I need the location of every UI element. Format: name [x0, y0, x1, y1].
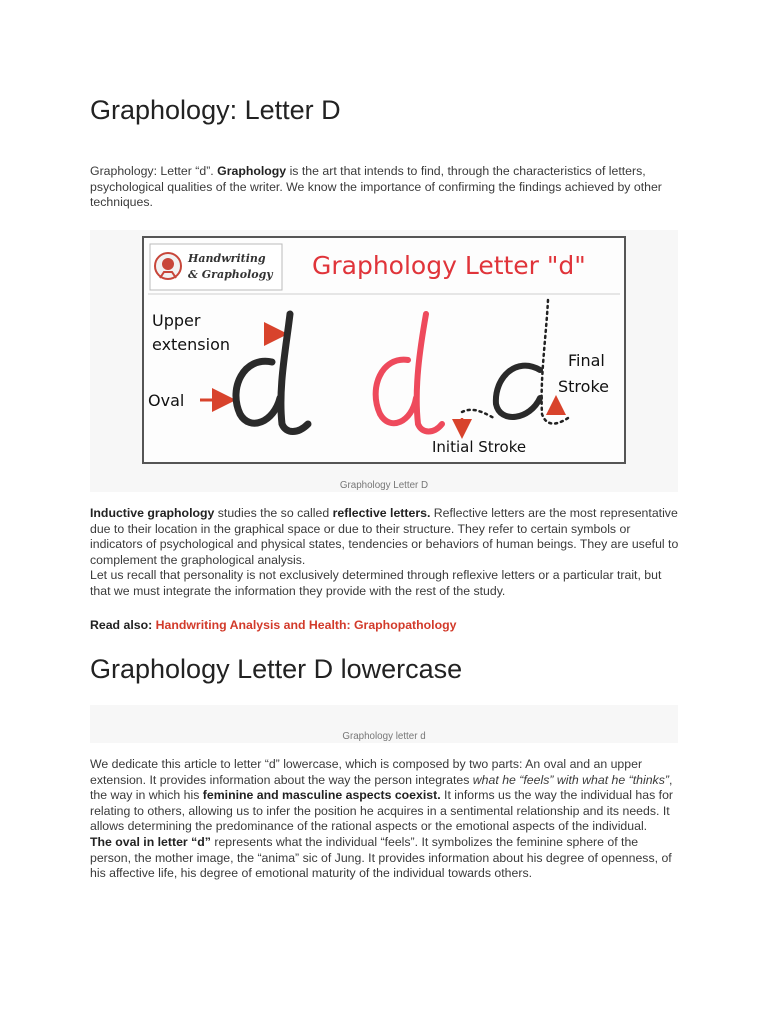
para2-text-3: Let us recall that personality is not exclusively determined through reflexive letters or a particular trait, but that we must integrate the information they provide with the rest of the study.: [90, 568, 662, 598]
intro-bold-graphology: Graphology: [217, 164, 287, 178]
para3-text-1: We dedicate this article to letter “d” lowercase, which is composed by two parts: An oval and an upper extension. It provides information about the way the person integrates: [90, 757, 643, 787]
italic-feels-thinks: what he “feels” with what he “thinks”: [472, 772, 669, 787]
read-also-link[interactable]: Handwriting Analysis and Health: Graphopathology: [155, 618, 457, 632]
intro-paragraph: [90, 164, 680, 211]
label-initial-stroke: Initial Stroke: [432, 438, 527, 456]
dotted-d-oval-stroke: [496, 366, 540, 417]
para3-text-4: represents what the individual “feels”. It symbolizes the feminine sphere of the person, the mother image, the “anima” sic of Jung. It provides information about his degree of openness, of his affective life, his degree of emotional maturity of the individual towards others.: [90, 834, 672, 881]
brain-head-icon: [155, 253, 181, 279]
lowercase-paragraph: [90, 757, 680, 882]
illustration-svg: [144, 238, 624, 462]
label-final: Final: [568, 351, 605, 370]
section-heading: Graphology Letter D lowercase: [90, 654, 463, 684]
logo-line-1: Handwriting: [188, 252, 266, 265]
bold-feminine-masculine: feminine and masculine aspects coexist.: [202, 788, 441, 803]
figure2-caption: Graphology letter d: [342, 731, 426, 742]
inductive-paragraph: [90, 506, 680, 600]
intro-text-1: Graphology: Letter “d”.: [90, 164, 218, 178]
dotted-letter-d: [462, 300, 568, 424]
label-oval: Oval: [148, 391, 185, 410]
banner-title: Graphology Letter "d": [312, 251, 586, 280]
para3-text-3: It informs us the way the individual has for relating to others, allowing us to infer the position he acquires in a sentimental relationship and its needs. It allows determining the predominance of the rational aspects or the emotional aspects of the individual.: [90, 788, 674, 834]
figure-letter-d-lowercase: [90, 705, 678, 743]
label-extension: extension: [152, 335, 230, 354]
label-upper: Upper: [152, 311, 201, 330]
graphology-illustration: [142, 236, 626, 464]
read-also: [90, 618, 456, 632]
para2-text-1: studies the so called: [214, 506, 333, 520]
label-stroke: Stroke: [558, 377, 609, 396]
read-also-label: Read also:: [90, 618, 153, 632]
bold-reflective-letters: reflective letters.: [332, 506, 431, 520]
bold-oval-letter-d: The oval in letter “d”: [90, 834, 211, 849]
para3-text-2: , the way in which his: [90, 772, 673, 803]
red-letter-d: [376, 314, 442, 432]
intro-text-2: is the art that intends to find, through the characteristics of letters, psychological qualities of the writer. We know the importance of confirming the findings achieved by other techniques.: [90, 164, 662, 210]
bold-inductive-graphology: Inductive graphology: [90, 506, 215, 520]
page-title: Graphology: Letter D: [90, 95, 341, 125]
logo-line-2: & Graphology: [188, 268, 273, 281]
para2-text-2: Reflective letters are the most representative due to their location in the graphical space or due to their structure. They refer to certain symbols or indicators of psychological and physical states, tendencies or behaviors of human beings. They are useful to complement the graphological analysis.: [90, 506, 679, 567]
black-letter-d: [236, 314, 308, 432]
figure-letter-d: [90, 230, 678, 492]
figure-caption: Graphology Letter D: [339, 480, 429, 491]
